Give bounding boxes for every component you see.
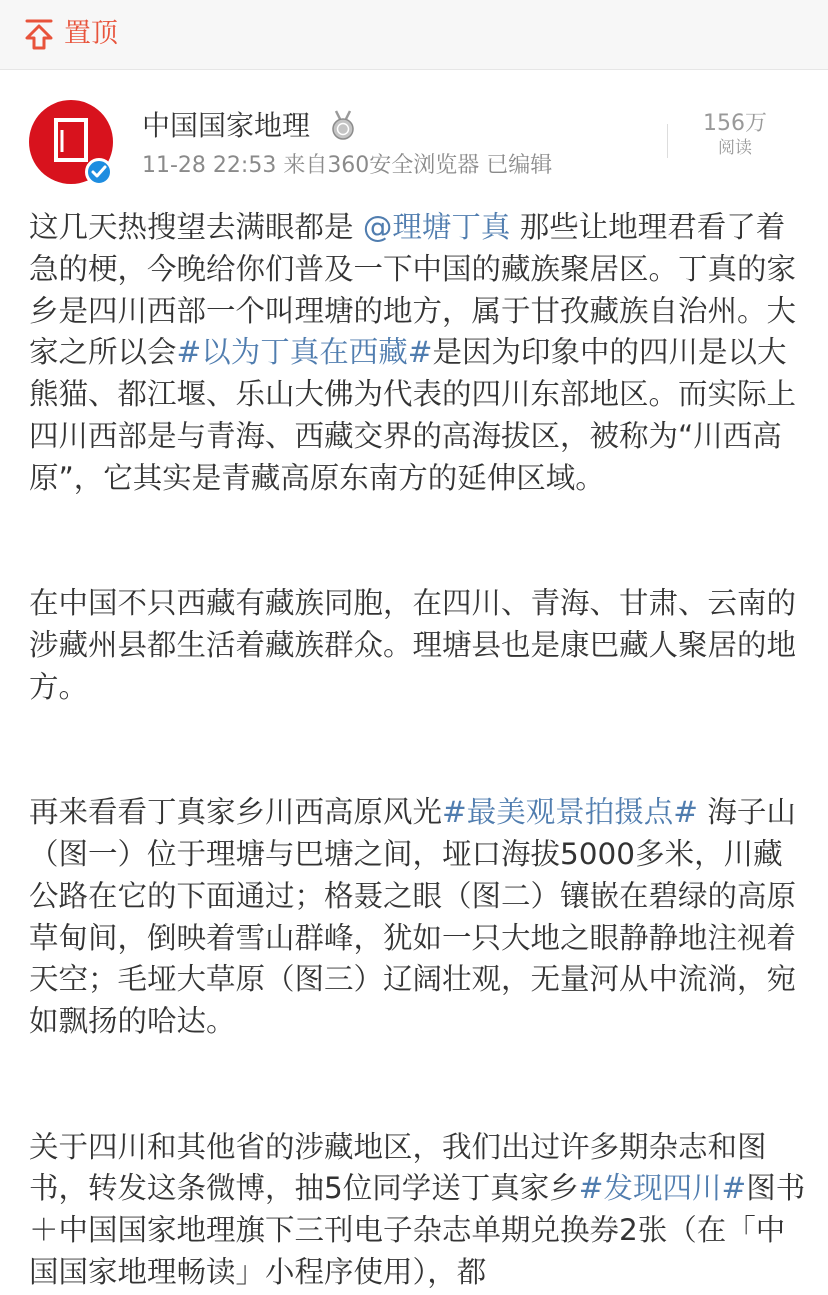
paragraph-gap (29, 709, 809, 793)
text-segment: 关于四川和其他省的涉藏地区，我们出过许多期杂志和图书，转发这条微博，抽5位同学送丁真家乡 (29, 1129, 767, 1206)
text-segment: 那些让地理君看了着急的梗，今晚给你们普及一下中国的藏族聚居区。丁真的家乡是四川西部一个叫理塘的地方，属于甘孜藏族自治州。大家之所以会 (29, 210, 797, 370)
text-segment: 在中国不只西藏有藏族同胞，在四川、青海、甘肃、云南的涉藏州县都生活着藏族群众。理塘县也是康巴藏人聚居的地方。 (29, 586, 797, 704)
paragraph-1 (29, 207, 809, 500)
pin-top-icon[interactable] (24, 18, 54, 50)
divider (667, 124, 668, 158)
mention-link[interactable]: @理塘丁真 (362, 210, 511, 244)
hashtag-link[interactable]: #发现四川# (578, 1171, 747, 1206)
medal-icon[interactable] (330, 110, 356, 140)
paragraph-4 (29, 1127, 809, 1294)
text-segment: 再来看看丁真家乡川西高原风光 (29, 795, 443, 830)
author-name[interactable]: 中国国家地理 (142, 109, 311, 142)
paragraph-2 (29, 583, 809, 708)
hashtag-link[interactable]: #以为丁真在西藏# (176, 335, 433, 370)
text-segment: 这几天热搜望去满眼都是 (29, 210, 363, 244)
views-count: 156万 (703, 111, 767, 136)
pin-top-label[interactable]: 置顶 (64, 18, 118, 49)
text-segment: 海子山（图一）位于理塘与巴塘之间，垭口海拔5000多米，川藏公路在它的下面通过；格聂之眼（图二）镶嵌在碧绿的高原草甸间，倒映着雪山群峰，犹如一只大地之眼静静地注视着天空；毛垭大草原（图三）辽阔壮观，无量河从中流淌，宛如飘扬的哈达。 (29, 795, 797, 1039)
post-meta: 11-28 22:53 来自360安全浏览器 已编辑 (142, 153, 553, 178)
hashtag-link[interactable]: #最美观景拍摄点# (442, 795, 698, 830)
avatar[interactable] (29, 100, 113, 184)
top-bar (0, 0, 828, 70)
post-content (29, 207, 809, 1294)
verified-icon (85, 158, 113, 186)
text-segment: 图书＋中国国家地理旗下三刊电子杂志单期兑换券2张（在「中国国家地理畅读」小程序使用），都 (29, 1171, 806, 1289)
paragraph-3 (29, 792, 809, 1043)
text-segment: 是因为印象中的四川是以大熊猫、都江堰、乐山大佛为代表的四川东部地区。而实际上四川西部是与青海、西藏交界的高海拔区，被称为“川西高原”，它其实是青藏高原东南方的延伸区域。 (29, 335, 797, 495)
paragraph-gap (29, 1043, 809, 1127)
paragraph-gap (29, 500, 809, 584)
views-label: 阅读 (718, 138, 752, 158)
